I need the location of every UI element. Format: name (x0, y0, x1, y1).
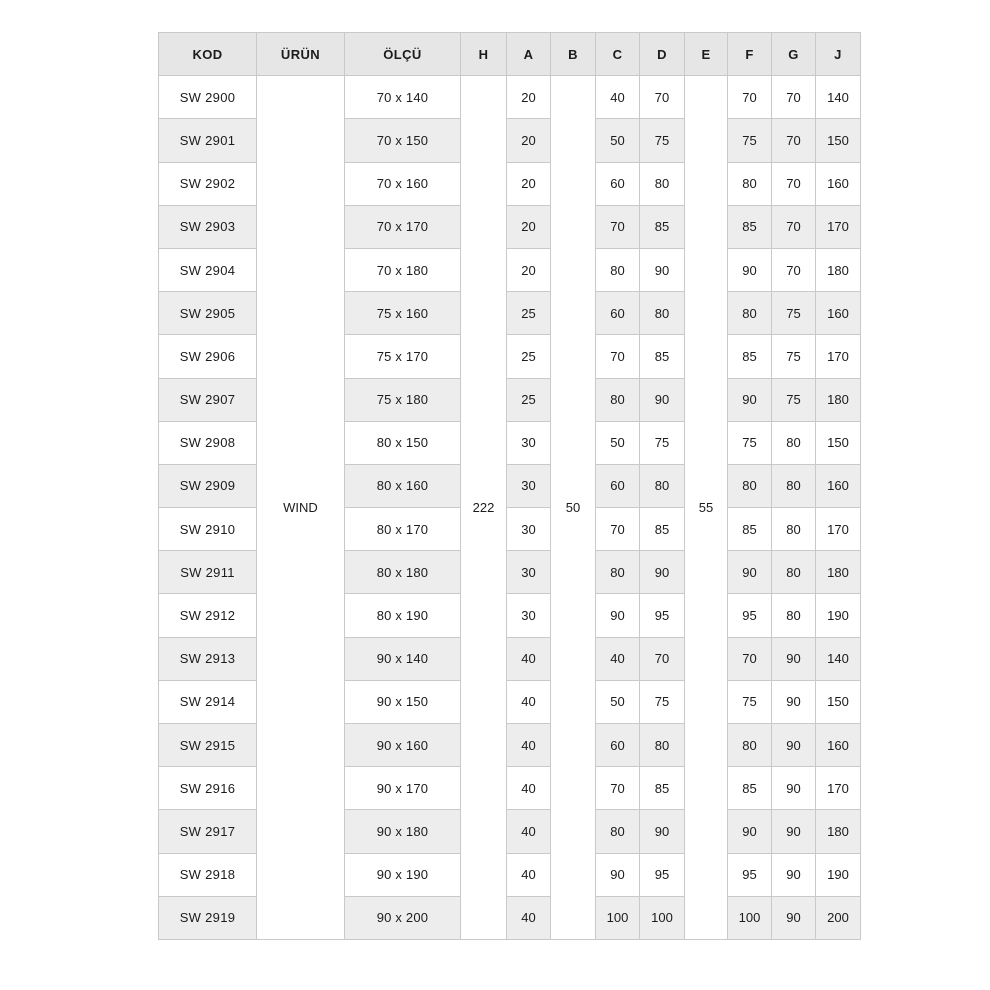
cell-c: 100 (596, 896, 640, 939)
cell-j: 150 (816, 119, 861, 162)
cell-olcu: 90 x 160 (345, 724, 461, 767)
cell-d: 80 (640, 464, 685, 507)
cell-d: 75 (640, 421, 685, 464)
column-header-g: G (772, 33, 816, 76)
cell-g: 90 (772, 810, 816, 853)
cell-d: 100 (640, 896, 685, 939)
cell-j: 200 (816, 896, 861, 939)
cell-a: 40 (507, 853, 551, 896)
column-header-kod: KOD (159, 33, 257, 76)
cell-olcu: 80 x 160 (345, 464, 461, 507)
cell-g: 70 (772, 205, 816, 248)
cell-c: 60 (596, 464, 640, 507)
cell-a: 20 (507, 205, 551, 248)
cell-f: 70 (728, 76, 772, 119)
cell-g: 80 (772, 421, 816, 464)
cell-g: 90 (772, 637, 816, 680)
cell-f: 75 (728, 119, 772, 162)
cell-urun-merged: WIND (257, 76, 345, 940)
cell-kod: SW 2904 (159, 248, 257, 291)
cell-c: 50 (596, 680, 640, 723)
cell-f: 75 (728, 421, 772, 464)
cell-d: 80 (640, 162, 685, 205)
cell-f: 90 (728, 810, 772, 853)
cell-a: 20 (507, 248, 551, 291)
cell-c: 60 (596, 292, 640, 335)
cell-kod: SW 2912 (159, 594, 257, 637)
cell-d: 90 (640, 810, 685, 853)
cell-c: 60 (596, 162, 640, 205)
column-header-b: B (551, 33, 596, 76)
cell-d: 85 (640, 767, 685, 810)
cell-kod: SW 2903 (159, 205, 257, 248)
cell-f: 80 (728, 724, 772, 767)
cell-j: 150 (816, 680, 861, 723)
cell-j: 180 (816, 551, 861, 594)
cell-a: 30 (507, 508, 551, 551)
cell-c: 70 (596, 335, 640, 378)
cell-j: 170 (816, 508, 861, 551)
cell-d: 95 (640, 594, 685, 637)
cell-olcu: 90 x 180 (345, 810, 461, 853)
column-header-a: A (507, 33, 551, 76)
cell-d: 80 (640, 292, 685, 335)
cell-olcu: 70 x 160 (345, 162, 461, 205)
cell-f: 100 (728, 896, 772, 939)
cell-kod: SW 2914 (159, 680, 257, 723)
cell-olcu: 70 x 140 (345, 76, 461, 119)
cell-g: 75 (772, 335, 816, 378)
cell-a: 30 (507, 551, 551, 594)
column-header-urun: ÜRÜN (257, 33, 345, 76)
cell-g: 90 (772, 724, 816, 767)
cell-c: 40 (596, 637, 640, 680)
cell-f: 80 (728, 162, 772, 205)
cell-e-merged: 55 (685, 76, 728, 940)
cell-a: 30 (507, 421, 551, 464)
cell-olcu: 70 x 180 (345, 248, 461, 291)
cell-c: 70 (596, 767, 640, 810)
cell-kod: SW 2909 (159, 464, 257, 507)
table-body (159, 76, 861, 940)
cell-f: 85 (728, 205, 772, 248)
cell-kod: SW 2908 (159, 421, 257, 464)
cell-j: 180 (816, 248, 861, 291)
cell-g: 90 (772, 680, 816, 723)
cell-a: 25 (507, 335, 551, 378)
column-header-olcu: ÖLÇÜ (345, 33, 461, 76)
cell-g: 90 (772, 896, 816, 939)
cell-olcu: 80 x 190 (345, 594, 461, 637)
cell-j: 160 (816, 464, 861, 507)
cell-j: 140 (816, 637, 861, 680)
cell-f: 90 (728, 378, 772, 421)
cell-j: 170 (816, 335, 861, 378)
cell-j: 180 (816, 810, 861, 853)
cell-d: 90 (640, 551, 685, 594)
cell-c: 60 (596, 724, 640, 767)
column-header-f: F (728, 33, 772, 76)
cell-f: 85 (728, 767, 772, 810)
cell-j: 190 (816, 853, 861, 896)
cell-c: 90 (596, 853, 640, 896)
cell-a: 40 (507, 724, 551, 767)
cell-j: 180 (816, 378, 861, 421)
cell-d: 85 (640, 335, 685, 378)
cell-kod: SW 2918 (159, 853, 257, 896)
cell-c: 70 (596, 508, 640, 551)
cell-a: 40 (507, 810, 551, 853)
cell-olcu: 70 x 170 (345, 205, 461, 248)
cell-g: 80 (772, 551, 816, 594)
cell-c: 90 (596, 594, 640, 637)
table-row (159, 76, 861, 119)
cell-j: 170 (816, 767, 861, 810)
cell-c: 70 (596, 205, 640, 248)
cell-olcu: 75 x 170 (345, 335, 461, 378)
cell-d: 70 (640, 76, 685, 119)
cell-c: 50 (596, 421, 640, 464)
cell-kod: SW 2906 (159, 335, 257, 378)
cell-j: 150 (816, 421, 861, 464)
cell-j: 140 (816, 76, 861, 119)
cell-c: 80 (596, 810, 640, 853)
cell-kod: SW 2911 (159, 551, 257, 594)
cell-a: 20 (507, 76, 551, 119)
cell-g: 80 (772, 464, 816, 507)
cell-g: 75 (772, 292, 816, 335)
cell-j: 160 (816, 724, 861, 767)
cell-olcu: 90 x 170 (345, 767, 461, 810)
product-spec-table (158, 32, 861, 940)
cell-kod: SW 2915 (159, 724, 257, 767)
cell-d: 85 (640, 205, 685, 248)
spec-sheet (158, 32, 849, 957)
cell-d: 95 (640, 853, 685, 896)
cell-olcu: 90 x 150 (345, 680, 461, 723)
cell-olcu: 80 x 170 (345, 508, 461, 551)
cell-d: 75 (640, 119, 685, 162)
cell-olcu: 75 x 160 (345, 292, 461, 335)
cell-kod: SW 2900 (159, 76, 257, 119)
cell-a: 40 (507, 637, 551, 680)
column-header-d: D (640, 33, 685, 76)
cell-olcu: 90 x 190 (345, 853, 461, 896)
cell-olcu: 80 x 180 (345, 551, 461, 594)
column-header-e: E (685, 33, 728, 76)
cell-f: 70 (728, 637, 772, 680)
header-row (159, 33, 861, 76)
cell-d: 70 (640, 637, 685, 680)
cell-a: 30 (507, 594, 551, 637)
cell-a: 40 (507, 680, 551, 723)
cell-j: 170 (816, 205, 861, 248)
cell-a: 40 (507, 896, 551, 939)
cell-a: 25 (507, 378, 551, 421)
cell-kod: SW 2901 (159, 119, 257, 162)
cell-f: 80 (728, 292, 772, 335)
cell-h-merged: 222 (461, 76, 507, 940)
cell-b-merged: 50 (551, 76, 596, 940)
cell-olcu: 75 x 180 (345, 378, 461, 421)
cell-olcu: 80 x 150 (345, 421, 461, 464)
cell-kod: SW 2913 (159, 637, 257, 680)
cell-g: 90 (772, 767, 816, 810)
cell-olcu: 70 x 150 (345, 119, 461, 162)
cell-kod: SW 2910 (159, 508, 257, 551)
cell-g: 75 (772, 378, 816, 421)
cell-g: 90 (772, 853, 816, 896)
cell-f: 95 (728, 853, 772, 896)
cell-d: 90 (640, 248, 685, 291)
cell-g: 70 (772, 119, 816, 162)
cell-f: 80 (728, 464, 772, 507)
cell-olcu: 90 x 140 (345, 637, 461, 680)
cell-j: 190 (816, 594, 861, 637)
cell-kod: SW 2919 (159, 896, 257, 939)
cell-g: 70 (772, 248, 816, 291)
cell-d: 80 (640, 724, 685, 767)
cell-kod: SW 2902 (159, 162, 257, 205)
cell-d: 85 (640, 508, 685, 551)
cell-kod: SW 2917 (159, 810, 257, 853)
cell-f: 85 (728, 335, 772, 378)
cell-a: 40 (507, 767, 551, 810)
column-header-j: J (816, 33, 861, 76)
cell-kod: SW 2905 (159, 292, 257, 335)
column-header-h: H (461, 33, 507, 76)
cell-g: 80 (772, 594, 816, 637)
cell-c: 80 (596, 378, 640, 421)
cell-g: 70 (772, 76, 816, 119)
cell-d: 90 (640, 378, 685, 421)
cell-c: 80 (596, 248, 640, 291)
cell-a: 20 (507, 119, 551, 162)
cell-f: 95 (728, 594, 772, 637)
cell-a: 25 (507, 292, 551, 335)
cell-d: 75 (640, 680, 685, 723)
column-header-c: C (596, 33, 640, 76)
cell-c: 80 (596, 551, 640, 594)
cell-olcu: 90 x 200 (345, 896, 461, 939)
cell-f: 90 (728, 248, 772, 291)
cell-c: 40 (596, 76, 640, 119)
cell-kod: SW 2907 (159, 378, 257, 421)
cell-g: 70 (772, 162, 816, 205)
cell-j: 160 (816, 162, 861, 205)
cell-g: 80 (772, 508, 816, 551)
cell-a: 30 (507, 464, 551, 507)
cell-a: 20 (507, 162, 551, 205)
cell-j: 160 (816, 292, 861, 335)
cell-f: 75 (728, 680, 772, 723)
table-header (159, 33, 861, 76)
cell-c: 50 (596, 119, 640, 162)
cell-f: 85 (728, 508, 772, 551)
cell-f: 90 (728, 551, 772, 594)
cell-kod: SW 2916 (159, 767, 257, 810)
